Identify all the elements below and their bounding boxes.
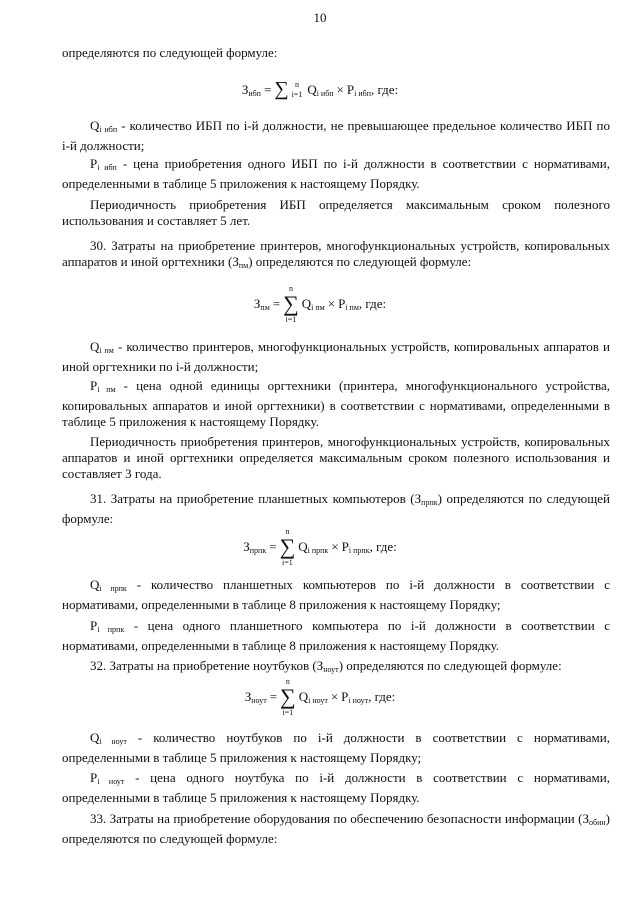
section-31: 31. Затраты на приобретение планшетных компьютеров $(З_{прпк})$ определяются по следующей формуле: [62,491,610,526]
section-32: 32. Затраты на приобретение ноутбуков $(З_{ноут})$ определяются по следующей формуле: [90,658,562,674]
definition-q-pm: $Q_{i пм}$ - количество принтеров, многофункциональных устройств, копировальных аппаратов и иной оргтехники по i-й должности; [62,339,610,374]
definition-q-prpk: $Q_{i прпк}$ - количество планшетных компьютеров по i-й должности в соответствии с нормативами, определенными в таблице 8 приложения к настоящему Порядку; [62,577,611,612]
sum-icon: ∑ [279,534,296,559]
definition-p-prpk: $P_{i прпк}$ - цена одного планшетного компьютера по i-й должности в соответствии с нормативами, определенными в таблице 8 приложения к настоящему Порядку. [62,618,610,653]
section-30: 30. Затраты на приобретение принтеров, многофункциональных устройств, копировальных аппаратов и иной оргтехники $(З_{пм})$ определяются по следующей формуле: [62,238,610,270]
definition-p-nout: $P_{i ноут}$ - цена одного ноутбука по i-й должности в соответствии с нормативами, определенными в таблице 5 приложения к настоящему Порядку. [62,770,610,805]
formula-ibp: $З_{ибп}$ = ∑ n i=1 $Q_{i ибп}$ × $P_{i ибп}$, где: [241,78,399,100]
formula-prpk: $З_{прпк}$ = n ∑ i=1 $Q_{i прпк}$ × $P_{i прпк}$, где: [243,527,397,567]
sum-icon: ∑ [283,291,299,316]
intro-text: определяются по следующей формуле: [62,45,278,60]
definition-p-pm: $P_{i пм}$ - цена одной единицы оргтехники (принтера, многофункционального устройства, копировальных аппаратов и иной оргтехники) в соответствии с нормативами, определенными в таблице 5 приложения к настоящему Порядку. [62,378,610,429]
definition-q-nout: $Q_{i ноут}$ - количество ноутбуков по i-й должности в соответствии с нормативами, определенными в таблице 5 приложения к настоящему Порядку; [62,730,610,765]
definition-q-ibp: $Q_{i ибп}$ - количество ИБП по i-й должности, не превышающее предельное количество ИБП по i-й должности; [62,118,610,153]
definition-p-ibp: $P_{i ибп}$ - цена приобретения одного ИБП по i-й должности в соответствии с нормативами, определенными в таблице 5 приложения к настоящему Порядку. [62,156,610,191]
periodicity-ibp: Периодичность приобретения ИБП определяется максимальным сроком полезного использования и составляет 5 лет. [62,197,610,228]
formula-nout: $З_{ноут}$ = n ∑ i=1 $Q_{i ноут}$ × $P_{i ноут}$, где: [244,677,396,717]
sum-icon: ∑ [280,684,296,709]
sum-icon: ∑ [274,78,289,100]
formula-pm: $З_{пм}$ = n ∑ i=1 $Q_{i пм}$ × $P_{i пм}$, где: [253,284,387,324]
periodicity-pm: Периодичность приобретения принтеров, многофункциональных устройств, копировальных аппаратов и иной оргтехники определяется максимальным сроком полезного использования и составляет 3 года. [62,434,610,481]
section-33: 33. Затраты на приобретение оборудования по обеспечению безопасности информации $(З_{обин})$ определяются по следующей формуле: [62,811,610,846]
page-number: 10 [313,10,327,25]
